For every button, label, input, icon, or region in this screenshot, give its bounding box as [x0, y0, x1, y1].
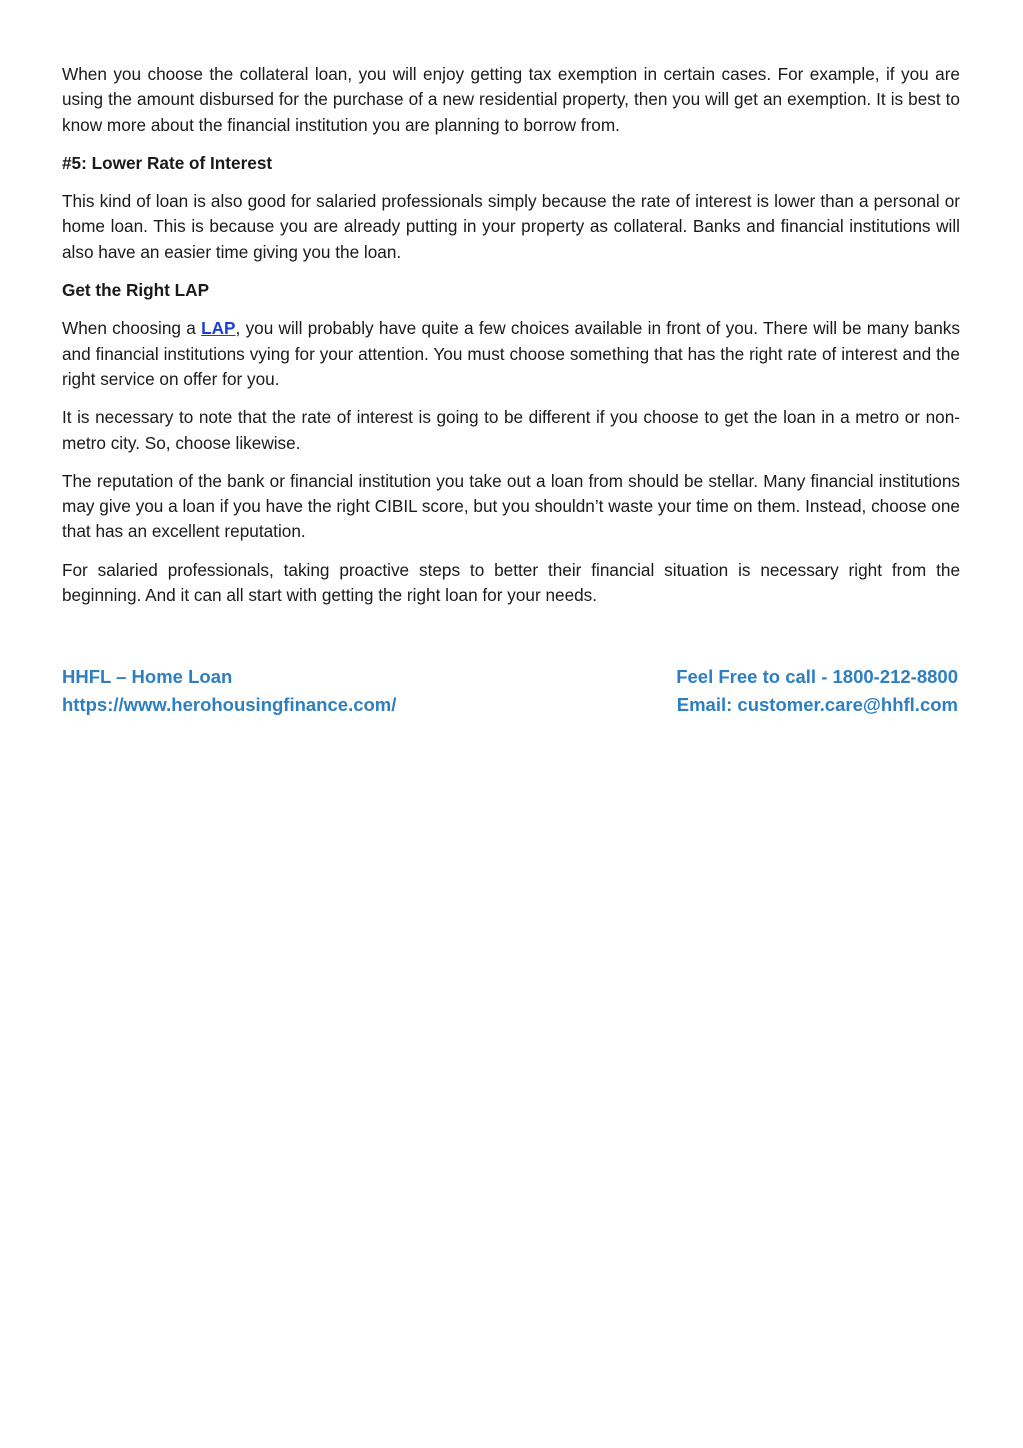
paragraph-lower-rate: This kind of loan is also good for salaried professionals simply because the rate of interest is lower than a personal or home loan. This is because you are already putting in your property as collateral. Banks and financial institutions will also have an easier time giving you the loan. — [62, 191, 960, 262]
footer-left — [62, 663, 396, 719]
paragraph-reputation: The reputation of the bank or financial institution you take out a loan from should be stellar. Many financial institutions may give you a loan if you have the right CIBIL score, but you shouldn’t waste your time on them. Instead, choose one that has an excellent reputation. — [62, 470, 960, 542]
footer-phone: Feel Free to call - 1800-212-8800 — [676, 666, 958, 687]
paragraph-proactive-steps: For salaried professionals, taking proactive steps to better their financial situation is necessary right from the beginning. And it can all start with getting the right loan for your needs. — [62, 559, 960, 606]
heading-right-lap: Get the Right LAP — [62, 280, 210, 301]
footer-email[interactable]: Email: customer.care@hhfl.com — [676, 694, 958, 715]
paragraph-tax-exemption: When you choose the collateral loan, you will enjoy getting tax exemption in certain cases. For example, if you are using the amount disbursed for the purchase of a new residential property, then you will get an exemption. It is best to know more about the financial institution you are planning to borrow from. — [62, 64, 960, 135]
paragraph-choosing-lap — [62, 316, 960, 392]
footer-brand: HHFL – Home Loan — [62, 666, 233, 687]
lap-link[interactable]: LAP — [201, 318, 236, 339]
footer-website-link[interactable]: https://www.herohousingfinance.com/ — [62, 694, 397, 715]
footer-right — [676, 663, 958, 719]
paragraph-choosing-lap-start: When choosing a — [62, 318, 202, 339]
paragraph-choosing-lap-end: , you will probably have quite a few choices available in front of you. There will be many banks and financial institutions vying for your attention. You must choose something that has the right rate of interest and the right service on offer for you. — [62, 318, 960, 389]
heading-lower-rate: #5: Lower Rate of Interest — [62, 152, 273, 173]
paragraph-metro-rate: It is necessary to note that the rate of interest is going to be different if you choose to get the loan in a metro or non-metro city. So, choose likewise. — [62, 407, 960, 453]
document-body — [62, 62, 960, 621]
